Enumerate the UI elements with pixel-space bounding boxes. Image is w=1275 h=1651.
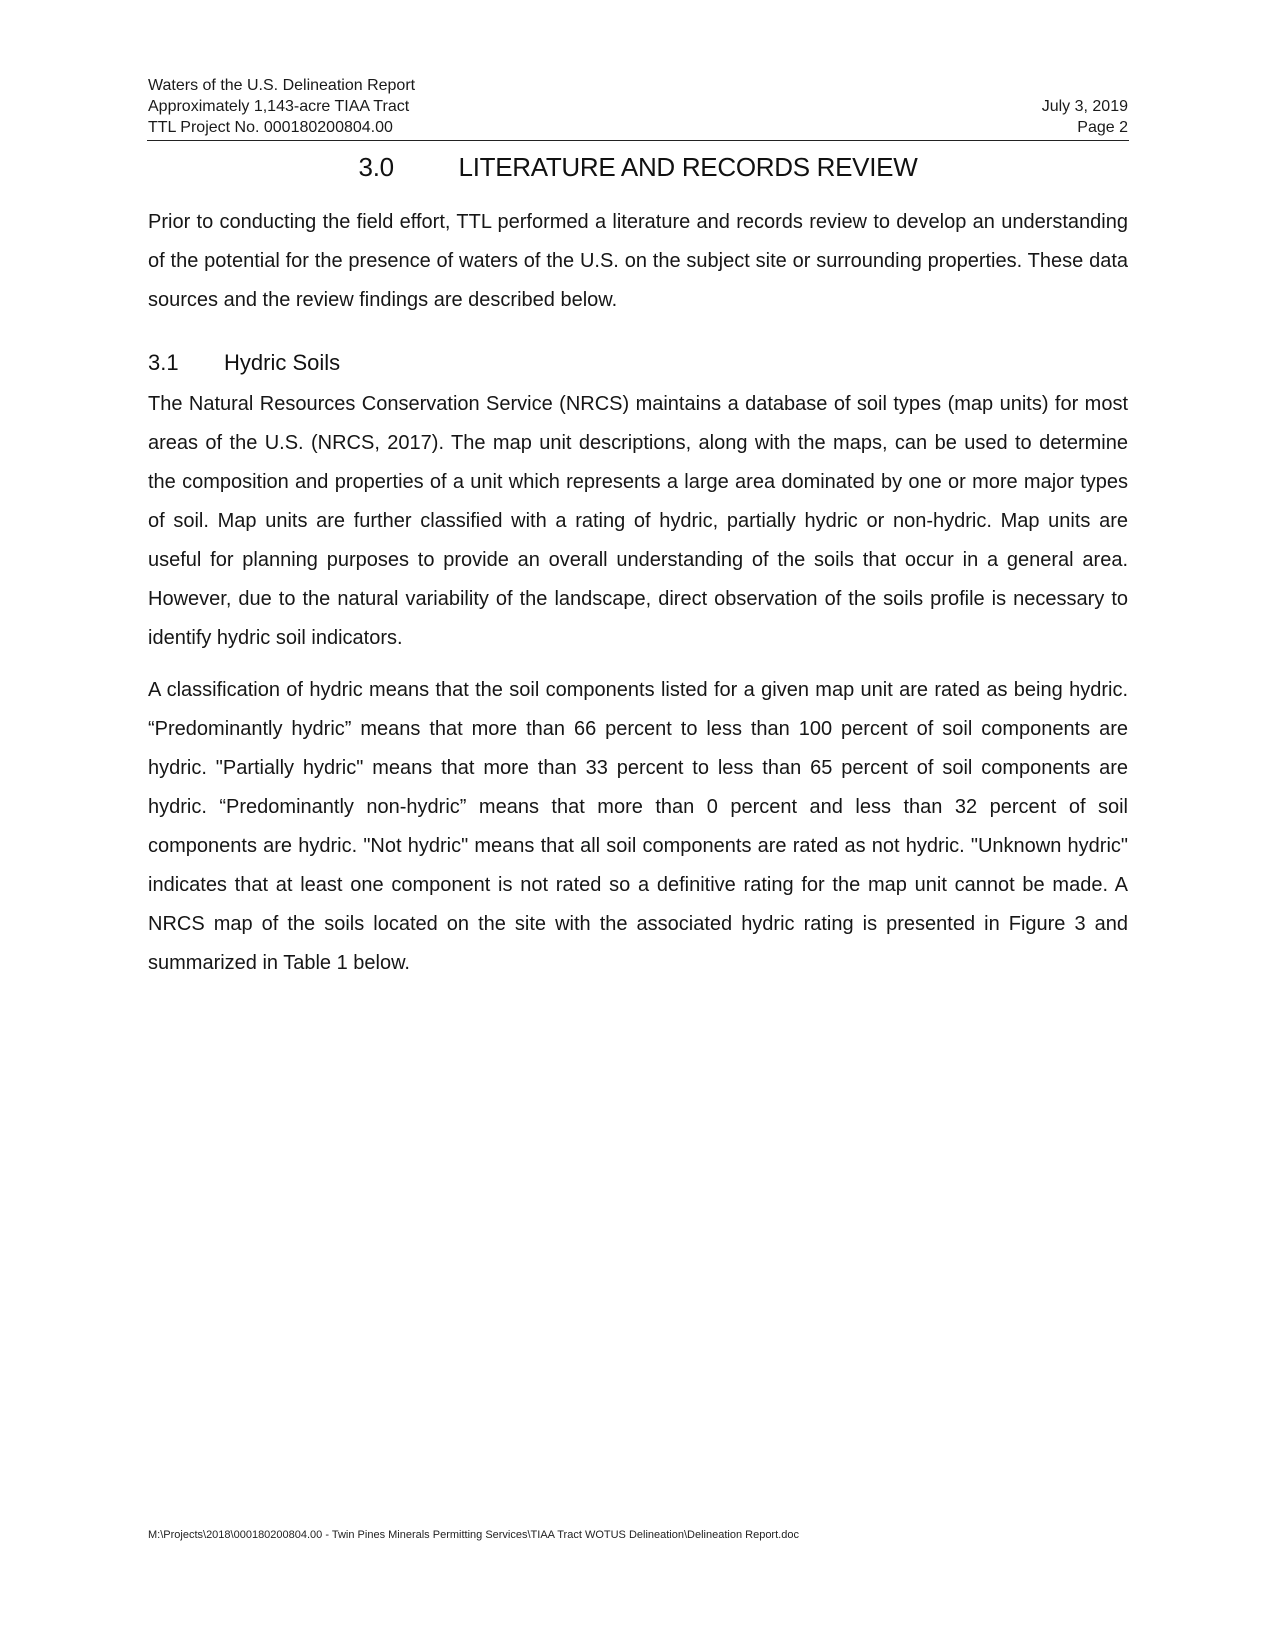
section-number: 3.0 xyxy=(358,152,394,182)
header-row-3 xyxy=(148,118,1128,139)
hydric-soils-paragraph-1: The Natural Resources Conservation Service (NRCS) maintains a database of soil types (map units) for most areas of the U.S. (NRCS, 2017). The map unit descriptions, along with the maps, can be used to determine the composition and properties of a unit which represents a large area dominated by one or more major types of soil. Map units are further classified with a rating of hydric, partially hydric or non-hydric. Map units are useful for planning purposes to provide an overall understanding of the soils that occur in a general area. However, due to the natural variability of the landscape, direct observation of the soils profile is necessary to identify hydric soil indicators. xyxy=(148,393,1128,649)
section-title-text: LITERATURE AND RECORDS REVIEW xyxy=(458,152,918,182)
section-heading xyxy=(148,150,1128,184)
header-row-2 xyxy=(148,97,1128,118)
project-number: TTL Project No. 000180200804.00 xyxy=(148,119,393,136)
header-divider xyxy=(147,140,1129,141)
hydric-soils-paragraph-2: A classification of hydric means that the soil components listed for a given map unit are rated as being hydric. “Predominantly hydric” means that more than 66 percent to less than 100 percent of soil components are hydric. "Partially hydric" means that more than 33 percent to less than 65 percent of soil components are hydric. “Predominantly non-hydric” means that more than 0 percent and less than 32 percent of soil components are hydric. "Not hydric" means that all soil components are rated as not hydric. "Unknown hydric" indicates that at least one component is not rated so a definitive rating for the map unit cannot be made. A NRCS map of the soils located on the site with the associated hydric rating is presented in Figure 3 and summarized in Table 1 below. xyxy=(148,679,1128,974)
tract-name: Approximately 1,143-acre TIAA Tract xyxy=(148,98,410,115)
intro-paragraph: Prior to conducting the field effort, TTL performed a literature and records review to develop an understanding of the potential for the presence of waters of the U.S. on the subject site or surrounding properties. These data sources and the review findings are described below. xyxy=(148,211,1128,311)
page-number: Page 2 xyxy=(1077,119,1128,136)
page-header xyxy=(148,76,1128,139)
report-date: July 3, 2019 xyxy=(1041,98,1128,115)
subsection-heading xyxy=(148,349,340,377)
header-row-1 xyxy=(148,76,1128,97)
report-title: Waters of the U.S. Delineation Report xyxy=(148,77,416,94)
file-path-footer: M:\Projects\2018\000180200804.00 - Twin Pines Minerals Permitting Services\TIAA Tract WOTUS Delineation\Delineation Report.doc xyxy=(148,1529,799,1541)
subsection-number: 3.1 xyxy=(148,350,179,375)
subsection-title-text: Hydric Soils xyxy=(224,350,341,375)
